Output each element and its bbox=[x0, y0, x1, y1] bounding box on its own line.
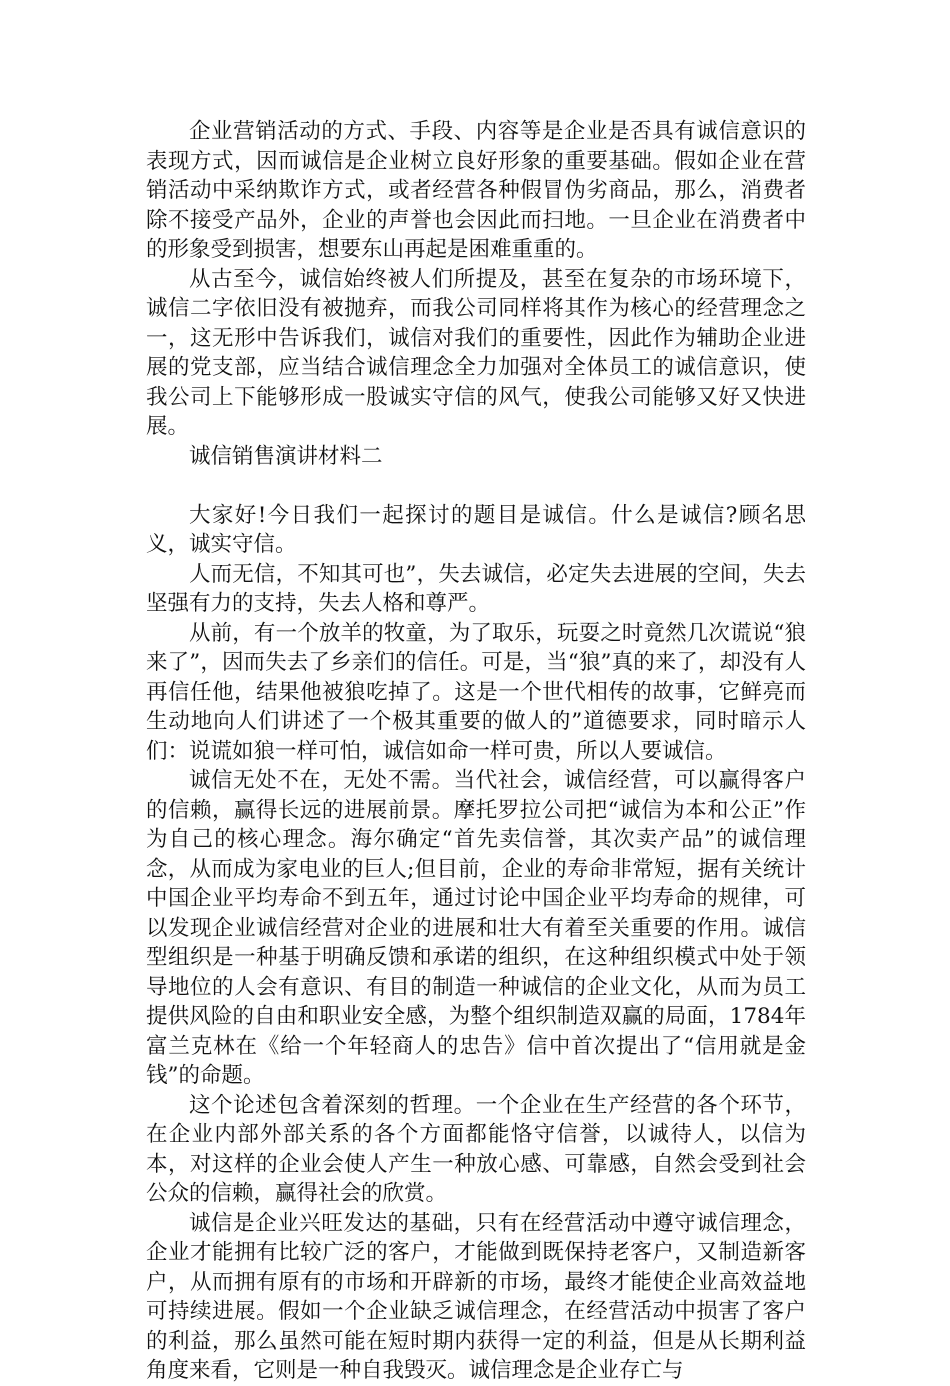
paragraph: 这个论述包含着深刻的哲理。一个企业在生产经营的各个环节，在企业内部外部关系的各个方面都能恪守信誉，以诚待人，以信为本，对这样的企业会使人产生一种放心感、可靠感，自然会受到社会公众的信赖，赢得社会的欣赏。 bbox=[146, 1092, 806, 1206]
paragraph: 从古至今，诚信始终被人们所提及，甚至在复杂的市场环境下，诚信二字依旧没有被抛弃，而我公司同样将其作为核心的经营理念之一，这无形中告诉我们，诚信对我们的重要性，因此作为辅助企业进展的党支部，应当结合诚信理念全力加强对全体员工的诚信意识，使我公司上下能够形成一股诚实守信的风气，使我公司能够又好又快进展。 bbox=[146, 266, 806, 439]
paragraph: 诚信无处不在，无处不需。当代社会，诚信经营，可以赢得客户的信赖，赢得长远的进展前景。摩托罗拉公司把“诚信为本和公正”作为自己的核心理念。海尔确定“首先卖信誉，其次卖产品”的诚信理念，从而成为家电业的巨人;但目前，企业的寿命非常短，据有关统计中国企业平均寿命不到五年，通过讨论中国企业平均寿命的规律，可以发现企业诚信经营对企业的进展和壮大有着至关重要的作用。诚信型组织是一种基于明确反馈和承诺的组织，在这种组织模式中处于领导地位的人会有意识、有目的制造一种诚信的企业文化，从而为员工提供风险的自由和职业安全感，为整个组织制造双赢的局面，1784年富兰克林在《给一个年轻商人的忠告》信中首次提出了“信用就是金钱”的命题。 bbox=[146, 768, 806, 1088]
blank-line bbox=[146, 471, 806, 501]
paragraph: 诚信是企业兴旺发达的基础，只有在经营活动中遵守诚信理念，企业才能拥有比较广泛的客户，才能做到既保持老客户，又制造新客户，从而拥有原有的市场和开辟新的市场，最终才能使企业高效益地可持续进展。假如一个企业缺乏诚信理念，在经营活动中损害了客户的利益，那么虽然可能在短时期内获得一定的利益，但是从长期利益角度来看，它则是一种自我毁灭。诚信理念是企业存亡与 bbox=[146, 1210, 806, 1383]
paragraph: 企业营销活动的方式、手段、内容等是企业是否具有诚信意识的表现方式，因而诚信是企业树立良好形象的重要基础。假如企业在营销活动中采纳欺诈方式，或者经营各种假冒伪劣商品，那么，消费者除不接受产品外，企业的声誉也会因此而扫地。一旦企业在消费者中的形象受到损害，想要东山再起是困难重重的。 bbox=[146, 119, 806, 262]
document-page bbox=[146, 117, 806, 1386]
paragraph: 人而无信，不知其可也”，失去诚信，必定失去进展的空间，失去坚强有力的支持，失去人格和尊严。 bbox=[146, 561, 806, 616]
section-title: 诚信销售演讲材料二 bbox=[189, 443, 383, 469]
paragraph: 大家好!今日我们一起探讨的题目是诚信。什么是诚信?顾名思义，诚实守信。 bbox=[146, 502, 806, 557]
paragraph: 从前，有一个放羊的牧童，为了取乐，玩耍之时竟然几次谎说“狼来了”，因而失去了乡亲们的信任。可是，当“狼”真的来了，却没有人再信任他，结果他被狼吃掉了。这是一个世代相传的故事，它鲜亮而生动地向人们讲述了一个极其重要的做人的”道德要求，同时暗示人们：说谎如狼一样可怕，诚信如命一样可贵，所以人要诚信。 bbox=[146, 620, 806, 764]
